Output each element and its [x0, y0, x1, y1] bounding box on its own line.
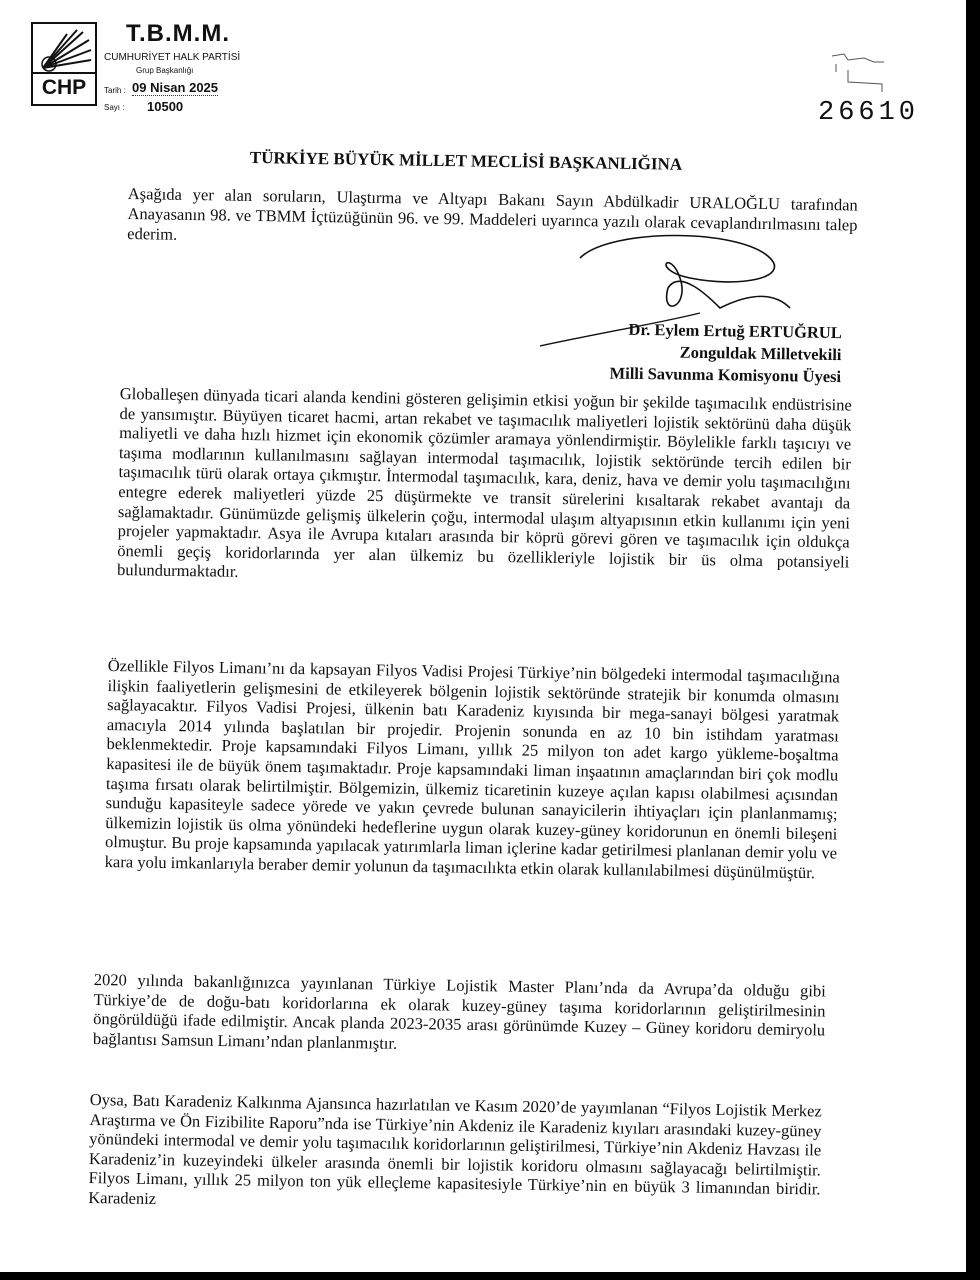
date-label: Tarih :: [104, 86, 126, 95]
number-value: 10500: [147, 99, 184, 114]
request-paragraph: Aşağıda yer alan soruların, Ulaştırma ve Altyapı Bakanı Sayın Abdülkadir URALOĞLU tarafından Anayasanın 98. ve TBMM İçtüzüğünün 96. ve 99. Maddeleri uyarınca yazılı olarak cevaplandırılmasını talep ederim.: [127, 184, 858, 244]
party-name: CUMHURİYET HALK PARTİSİ: [104, 52, 241, 63]
body-paragraph: Oysa, Batı Karadeniz Kalkınma Ajansınca hazırlatılan ve Kasım 2020’de yayımlanan “Filyos Lojistik Merkez Araştırma ve Ön Fizibilite Raporu”nda ise Türkiye’nin Akdeniz ile Karadeniz kıyıları arasındaki kuzey-güney yönündeki intermodal ve demir yolu taşımacılık koridorlarının geliştirilmesi, Türkiye’nin Akdeniz Havzası ile Karadeniz’in kuzeyindeki ülkeler arasında önemli bir lojistik koridoru olmasını sağlayacağı belirtilmiştir. Filyos Limanı, yıllık 25 milyon ton yük elleçleme kapasitesiyle Türkiye’nin en büyük 3 limanından biridir. Karadeniz: [88, 1090, 822, 1209]
body-paragraph: 2020 yılında bakanlığınızca yayınlanan Türkiye Lojistik Master Planı’nda da Avrupa’da olduğu gibi Türkiye’de de doğu-batı koridorlarına ek olarak kuzey-güney taşıma koridorlarının geliştirilmesinin öngörüldüğü ifade edilmiştir. Ancak planda 2023-2035 arası görünümde Kuzey – Güney koridoru demiryolu bağlantısı Samsun Limanı’ndan planlanmıştır.: [92, 970, 826, 1053]
signer-block: [579, 318, 842, 388]
addressee-heading: TÜRKİYE BÜYÜK MİLLET MECLİSİ BAŞKANLIĞINA: [249, 148, 683, 174]
signer-committee: Milli Savunma Komisyonu Üyesi: [609, 363, 842, 387]
date-value: 09 Nisan 2025: [132, 80, 219, 95]
number-label: Sayı :: [104, 103, 125, 112]
body-paragraph: Özellikle Filyos Limanı’nı da kapsayan Filyos Vadisi Projesi Türkiye’nin bölgedeki intermodal taşımacılığına ilişkin faaliyetlerin gelişmesini de etkileyerek bölgenin lojistik sektöründe stratejik bir konumda olmasını sağlayacaktır. Filyos Vadisi Projesi, ülkenin batı Karadeniz kıyısında bir mega-sanayi bölgesi yaratmak amacıyla 2014 yılında başlatılan bir projedir. Projenin sonunda en az 10 bin istihdam yaratması beklenmektedir. Proje kapsamındaki Filyos Limanı, yıllık 25 milyon ton adet kargo yükleme-boşaltma kapasitesi ile de büyük önem taşımaktadır. Proje kapsamındaki liman inşaatının amaçlarından biri çok modlu taşıma fırsatı olarak belirtilmiştir. Bölgemizin, ülkemiz ticaretinin kuzeye açılan kapısı olabilmesi açısından sunduğu kapasiteyle sadece yörede ve yakın çevrede bulunan sanayicilerin ihtiyaçları için planlanmamış; ülkemizin lojistik üs olma yönündeki hedeflerine uygun olarak kuzey-güney koridorunun en önemli bileşeni olmuştur. Bu proje kapsamında yapılacak yatırımlarla liman içlerine kadar getirilmesi planlanan demir yolu ve kara yolu imkanlarıyla beraber demir yolunun da taşımacılıkta etkin olarak kullanılabilmesi düşünülmüştür.: [104, 656, 840, 883]
signer-name: Dr. Eylem Ertuğ ERTUĞRUL: [628, 319, 842, 343]
received-stamp-mark: [830, 52, 886, 94]
six-arrows-icon: [37, 28, 93, 74]
signer-district: Zonguldak Milletvekili: [679, 342, 842, 365]
logo-text: CHP: [33, 72, 95, 102]
body-paragraph: Globalleşen dünyada ticari alanda kendini gösteren gelişimin etkisi yoğun bir şekilde taşımacılık endüstrisine de yansımıştır. Büyüyen ticaret hacmi, artan rekabet ve taşımacılık maliyetleri lojistik sektörünü daha düşük maliyetli ve daha hızlı hizmet için ekonomik çözümler aramaya yönlendirmiştir. Böylelikle farklı taşıcıyı ve taşıma modlarının kullanılmasını sağlayan intermodal taşımacılık, lojistik sektöründe tercih edilen bir taşımacılık türü olarak ortaya çıkmıştır. İntermodal taşımacılık, kara, deniz, hava ve demir yolu taşımacılığını entegre ederek maliyetleri yüzde 25 düşürmekte ve transit sürelerini kısaltarak rekabet avantajı da sağlamaktadır. Günümüzde gelişmiş ülkelerin çoğu, intermodal ulaşım altyapısının etkin kullanımı için yeni projeler yapmaktadır. Asya ile Avrupa kıtaları arasında bir köprü görevi gören ve taşımacılık için oldukça önemli geçiş koridorlarında yer alan ülkemiz bu özellikleriyle lojistik bir üs olma potansiyeli bulundurmaktadır.: [116, 384, 852, 582]
chp-logo: [31, 22, 97, 106]
scan-border-right: [966, 0, 980, 1280]
office-name: Grup Başkanlığı: [136, 66, 194, 75]
institution-title: T.B.M.M.: [126, 20, 230, 47]
scan-border-bottom: [0, 1272, 980, 1280]
document-number: 26610: [818, 98, 920, 128]
